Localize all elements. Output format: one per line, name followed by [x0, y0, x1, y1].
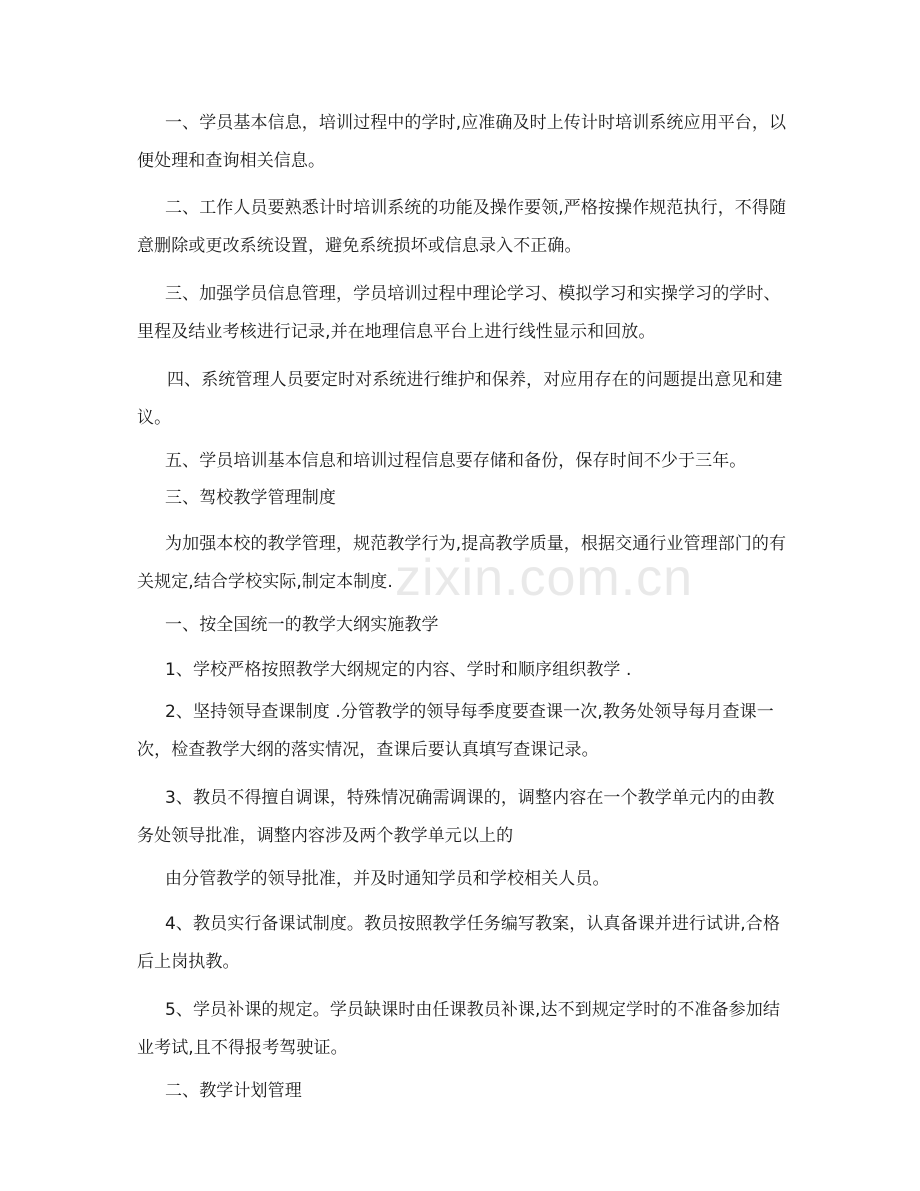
paragraph-data-backup: 五、学员培训基本信息和培训过程信息要存储和备份，保存时间不少于三年。: [165, 451, 747, 471]
item-2-inspection: 2、坚持领导查课制度 .分管教学的领导每季度要查课一次,教务处领导每月查课一次，检查教学大纲的落实情况，查课后要认真填写查课记录。: [137, 702, 774, 760]
paragraph-system-maintenance: 四、系统管理人员要定时对系统进行维护和保养，对应用存在的问题提出意见和建议。: [137, 370, 783, 428]
paragraph-introduction: 为加强本校的教学管理，规范教学行为,提高教学质量，根据交通行业管理部门的有关规定,结合学校实际,制定本制度.: [137, 534, 787, 592]
paragraph-student-info: 一、学员基本信息，培训过程中的学时,应准确及时上传计时培训系统应用平台，以便处理和查询相关信息。: [137, 113, 787, 171]
section-heading-teaching-management: 三、驾校教学管理制度: [165, 488, 336, 508]
item-3-continuation: 由分管教学的领导批准，并及时通知学员和学校相关人员。: [165, 869, 610, 889]
subheading-national-syllabus: 一、按全国统一的教学大纲实施教学: [165, 615, 439, 635]
item-1-syllabus: 1、学校严格按照教学大纲规定的内容、学时和顺序组织教学 .: [165, 660, 632, 680]
item-3-schedule-change: 3、教员不得擅自调课，特殊情况确需调课的，调整内容在一个教学单元内的由教务处领导批准，调整内容涉及两个教学单元以上的: [137, 788, 775, 846]
watermark-text: zixin.com.cn: [395, 549, 694, 607]
item-5-makeup-class: 5、学员补课的规定。学员缺课时由任课教员补课,达不到规定学时的不准备参加结业考试,且不得报考驾驶证。: [137, 1000, 780, 1058]
item-4-lesson-prep: 4、教员实行备课试制度。教员按照教学任务编写教案，认真备课并进行试讲,合格后上岗执教。: [137, 914, 780, 972]
paragraph-staff-operation: 二、工作人员要熟悉计时培训系统的功能及操作要领,严格按操作规范执行，不得随意删除或更改系统设置，避免系统损坏或信息录入不正确。: [137, 198, 787, 256]
subheading-teaching-plan: 二、教学计划管理: [165, 1081, 302, 1101]
paragraph-info-management: 三、加强学员信息管理，学员培训过程中理论学习、模拟学习和实操学习的学时、里程及结业考核进行记录,并在地理信息平台上进行线性显示和回放。: [137, 284, 781, 342]
